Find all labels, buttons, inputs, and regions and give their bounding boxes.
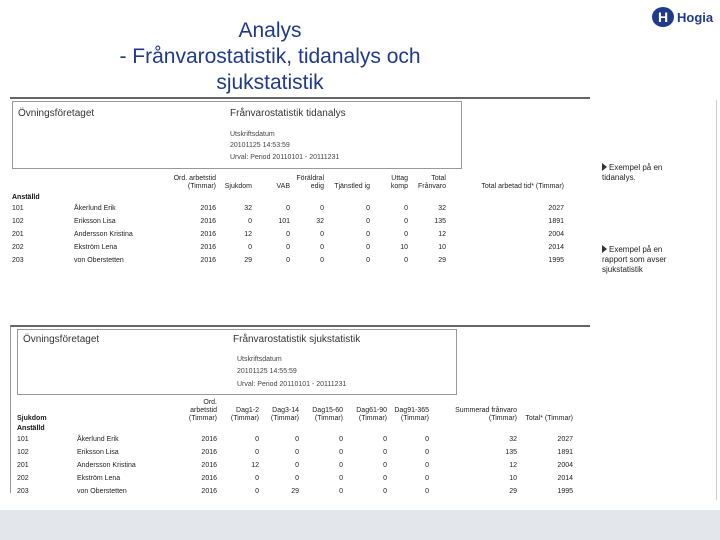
cell: 0: [404, 231, 408, 238]
blank-header: [72, 191, 566, 202]
table-row: [15, 433, 575, 446]
cell: 0: [425, 475, 429, 482]
employee-id: 101: [12, 205, 24, 212]
employee-name: Åkerlund Erik: [77, 436, 119, 443]
cell: 29: [438, 257, 446, 264]
report-tidanalys: [10, 97, 590, 273]
cell: 0: [320, 244, 324, 251]
column-header: Uttag komp: [390, 175, 408, 190]
cell: 0: [383, 436, 387, 443]
hogia-logo-icon: H: [652, 7, 674, 27]
column-header: Summerad frånvaro (Timmar): [455, 407, 517, 422]
arrow-right-icon: [602, 163, 607, 171]
table-row: [10, 202, 566, 215]
cell: 0: [366, 218, 370, 225]
table-row: [10, 228, 566, 241]
report-title: Frånvarostatistik sjukstatistik: [233, 334, 361, 345]
column-header: VAB: [276, 183, 290, 190]
cell: 29: [244, 257, 252, 264]
cell: 2014: [548, 244, 564, 251]
blank-header: [75, 423, 575, 433]
blank-header: [72, 175, 160, 191]
employee-id: 203: [17, 488, 29, 495]
cell: 0: [255, 475, 259, 482]
cell: 0: [339, 462, 343, 469]
employee-name: Åkerlund Erik: [74, 205, 116, 212]
note-tidanalys: [602, 163, 682, 183]
employee-name: von Oberstetten: [77, 488, 127, 495]
cell: 0: [383, 475, 387, 482]
employee-name: Ekström Lena: [74, 244, 118, 251]
note-sjukstatistik: [602, 245, 682, 275]
cell: 10: [509, 475, 517, 482]
note-text: Exempel på en rapport som avser sjukstatistik: [602, 245, 667, 274]
cell: 0: [339, 436, 343, 443]
cell: 0: [366, 257, 370, 264]
cell: 2016: [201, 449, 217, 456]
report-sjukstatistik: [10, 325, 590, 493]
cell: 0: [320, 231, 324, 238]
row-group-header: Anställd: [12, 194, 40, 201]
employee-name: Andersson Kristina: [74, 231, 133, 238]
cell: 135: [505, 449, 517, 456]
employee-id: 102: [17, 449, 29, 456]
cell: 2016: [200, 205, 216, 212]
cell: 0: [339, 488, 343, 495]
cell: 29: [291, 488, 299, 495]
report-period: Urval: Period 20110101 - 20111231: [230, 154, 340, 161]
cell: 0: [339, 449, 343, 456]
report-date-label: Utskriftsdatum: [230, 131, 275, 138]
cell: 1891: [557, 449, 573, 456]
cell: 0: [383, 449, 387, 456]
cell: 32: [316, 218, 324, 225]
cell: 0: [366, 231, 370, 238]
employee-id: 201: [17, 462, 29, 469]
cell: 2016: [201, 462, 217, 469]
column-header: Sjukdom: [224, 183, 252, 190]
cell: 1891: [548, 218, 564, 225]
cell: 10: [438, 244, 446, 251]
table-row: [10, 215, 566, 228]
blank-header: [10, 175, 72, 191]
cell: 135: [434, 218, 446, 225]
cell: 2014: [557, 475, 573, 482]
cell: 0: [286, 205, 290, 212]
report-date-value: 20101125 14:53:59: [230, 142, 290, 149]
cell: 2027: [557, 436, 573, 443]
cell: 2016: [201, 436, 217, 443]
cell: 32: [244, 205, 252, 212]
table-row: [15, 472, 575, 485]
cell: 29: [509, 488, 517, 495]
cell: 0: [425, 449, 429, 456]
cell: 0: [295, 462, 299, 469]
cell: 12: [438, 231, 446, 238]
column-header: Dag61-90 (Timmar): [356, 407, 387, 422]
cell: 0: [425, 462, 429, 469]
employee-id: 202: [17, 475, 29, 482]
table-subheader-row: [15, 423, 575, 433]
column-header: Total* (Timmar): [525, 415, 573, 422]
cell: 0: [286, 231, 290, 238]
cell: 12: [251, 462, 259, 469]
slide-title-line-1: Analys: [238, 19, 302, 42]
row-group-header: Anställd: [17, 425, 45, 432]
employee-id: 201: [12, 231, 24, 238]
employee-id: 102: [12, 218, 24, 225]
column-header: Ord. arbetstid (Timmar): [188, 399, 217, 422]
cell: 2016: [201, 488, 217, 495]
table-header-row: [15, 399, 575, 423]
employee-id: 203: [12, 257, 24, 264]
cell: 0: [255, 436, 259, 443]
column-header: Dag15-60 (Timmar): [312, 407, 343, 422]
cell: 10: [400, 244, 408, 251]
employee-id: 202: [12, 244, 24, 251]
column-header: Dag3-14 (Timmar): [270, 407, 299, 422]
column-header: Total Frånvaro: [417, 175, 446, 190]
cell: 0: [286, 257, 290, 264]
cell: 32: [509, 436, 517, 443]
cell: 0: [404, 218, 408, 225]
cell: 0: [286, 244, 290, 251]
table-row: [15, 459, 575, 472]
note-text: Exempel på en tidanalys.: [602, 163, 663, 182]
slide-title-line-3: sjukstatistik: [216, 71, 324, 94]
employee-id: 101: [17, 436, 29, 443]
cell: 0: [320, 205, 324, 212]
report-table: [10, 175, 566, 267]
report-company: Övningsföretaget: [23, 334, 100, 345]
employee-name: Eriksson Lisa: [77, 449, 119, 456]
cell: 0: [404, 205, 408, 212]
report-date-value: 20101125 14:55:59: [237, 368, 297, 375]
cell: 0: [383, 462, 387, 469]
cell: 2004: [557, 462, 573, 469]
column-header: Dag1-2 (Timmar): [230, 407, 259, 422]
cell: 0: [295, 436, 299, 443]
footer-band: [0, 510, 720, 540]
table-row: [10, 254, 566, 267]
cell: 0: [366, 244, 370, 251]
employee-name: Andersson Kristina: [77, 462, 136, 469]
arrow-right-icon: [602, 245, 607, 253]
cell: 0: [339, 475, 343, 482]
cell: 2016: [201, 475, 217, 482]
cell: 0: [248, 218, 252, 225]
cell: 0: [248, 244, 252, 251]
table-row: [15, 446, 575, 459]
cell: 0: [295, 475, 299, 482]
employee-name: Eriksson Lisa: [74, 218, 116, 225]
cell: 0: [366, 205, 370, 212]
column-header: Total arbetad tid* (Timmar): [481, 183, 564, 190]
cell: 0: [404, 257, 408, 264]
column-header: Föräldral edig: [296, 175, 324, 190]
report-period: Urval: Period 20110101 - 20111231: [237, 381, 347, 388]
cell: 2016: [200, 231, 216, 238]
employee-name: Ekström Lena: [77, 475, 121, 482]
cell: 2016: [200, 244, 216, 251]
cell: 101: [278, 218, 290, 225]
table-row: [10, 241, 566, 254]
column-header: Dag91-365 (Timmar): [394, 407, 429, 422]
cell: 0: [383, 488, 387, 495]
cell: 0: [295, 449, 299, 456]
blank-header: [75, 399, 175, 423]
cell: 2016: [200, 218, 216, 225]
cell: 0: [255, 488, 259, 495]
slide-title: [60, 18, 480, 96]
cell: 0: [425, 488, 429, 495]
cell: 12: [244, 231, 252, 238]
cell: 0: [255, 449, 259, 456]
column-header: Tjänstled ig: [334, 183, 370, 190]
table-subheader-row: [10, 191, 566, 202]
cell: 32: [438, 205, 446, 212]
employee-name: von Oberstetten: [74, 257, 124, 264]
column-header: Ord. arbetstid (Timmar): [173, 175, 216, 190]
report-company: Övningsföretaget: [18, 108, 95, 119]
cell: 0: [425, 436, 429, 443]
cell: 1995: [548, 257, 564, 264]
cell: 2027: [548, 205, 564, 212]
hogia-logo-text: Hogia: [677, 9, 714, 25]
cell: 12: [509, 462, 517, 469]
cell: 2016: [200, 257, 216, 264]
cell: 2004: [548, 231, 564, 238]
report-date-label: Utskriftsdatum: [237, 356, 282, 363]
report-title: Frånvarostatistik tidanalys: [230, 108, 346, 119]
slide-title-line-2: - Frånvarostatistik, tidanalys och: [119, 45, 421, 68]
divider: [716, 100, 717, 500]
cell: 1995: [557, 488, 573, 495]
table-header-row: [10, 175, 566, 191]
table-row: [15, 485, 575, 498]
cell: 0: [320, 257, 324, 264]
group-header: Sjukdom: [17, 415, 47, 422]
hogia-logo: [652, 6, 713, 28]
report-table: [15, 399, 575, 498]
